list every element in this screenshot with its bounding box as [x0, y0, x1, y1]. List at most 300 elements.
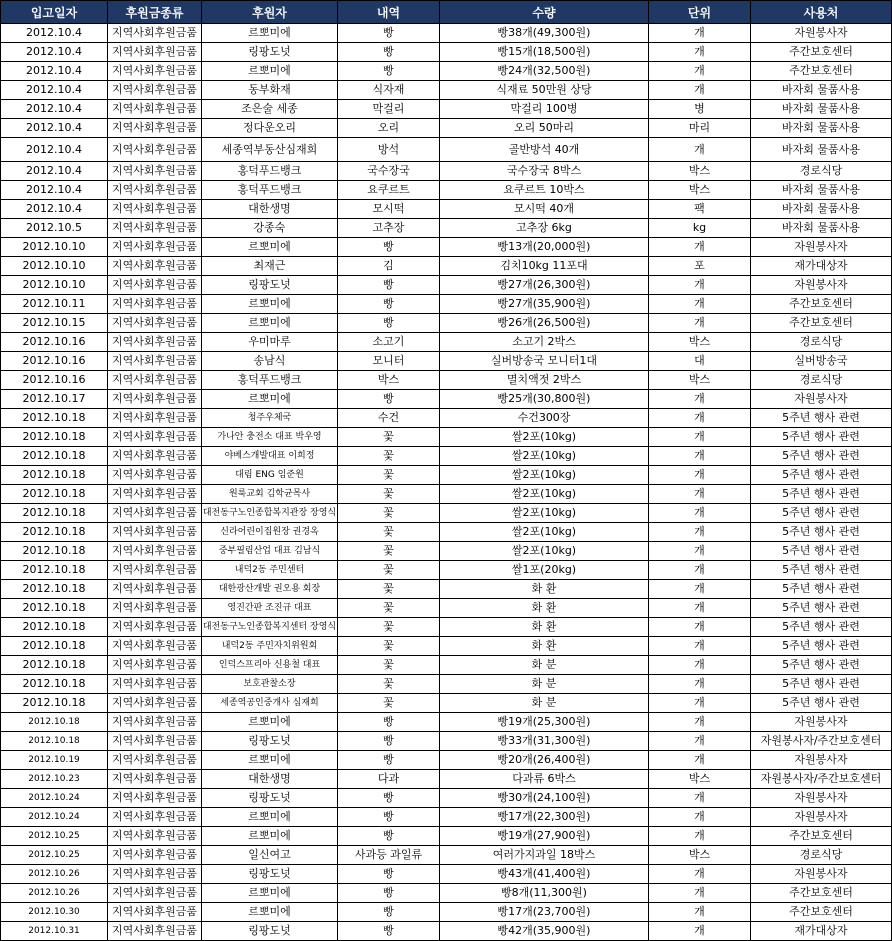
- cell-donation-type: 지역사회후원금품: [108, 100, 202, 119]
- cell-unit: 개: [649, 599, 751, 618]
- cell-item: 빵: [338, 276, 440, 295]
- cell-date: 2012.10.26: [1, 884, 108, 903]
- cell-date: 2012.10.16: [1, 352, 108, 371]
- cell-unit: 개: [649, 314, 751, 333]
- table-row: [1, 675, 892, 694]
- cell-quantity: 화 환: [440, 637, 649, 656]
- cell-unit: 개: [649, 751, 751, 770]
- cell-unit: 개: [649, 24, 751, 43]
- table-row: [1, 656, 892, 675]
- cell-item: 막걸리: [338, 100, 440, 119]
- cell-donor: 원룩교회 김학균목사: [202, 485, 338, 504]
- cell-date: 2012.10.26: [1, 865, 108, 884]
- cell-item: 꽃: [338, 561, 440, 580]
- cell-unit: 박스: [649, 846, 751, 865]
- cell-donor: 영진간판 조진규 대표: [202, 599, 338, 618]
- cell-date: 2012.10.18: [1, 675, 108, 694]
- cell-item: 빵: [338, 295, 440, 314]
- cell-donor: 송남식: [202, 352, 338, 371]
- cell-donation-type: 지역사회후원금품: [108, 409, 202, 428]
- cell-donor: 대한생명: [202, 200, 338, 219]
- cell-quantity: 모시떡 40개: [440, 200, 649, 219]
- table-row: [1, 485, 892, 504]
- cell-item: 빵: [338, 827, 440, 846]
- cell-donor: 홍덕푸드뱅크: [202, 371, 338, 390]
- cell-date: 2012.10.18: [1, 694, 108, 713]
- table-row: [1, 119, 892, 138]
- cell-usage: 바자회 물품사용: [751, 219, 892, 238]
- cell-date: 2012.10.16: [1, 333, 108, 352]
- cell-usage: 5주년 행사 관련: [751, 637, 892, 656]
- cell-usage: 자원봉사자: [751, 713, 892, 732]
- cell-usage: 경로식당: [751, 846, 892, 865]
- cell-item: 모니터: [338, 352, 440, 371]
- cell-date: 2012.10.4: [1, 62, 108, 81]
- cell-date: 2012.10.4: [1, 100, 108, 119]
- cell-item: 박스: [338, 371, 440, 390]
- cell-date: 2012.10.18: [1, 409, 108, 428]
- cell-donation-type: 지역사회후원금품: [108, 922, 202, 941]
- cell-quantity: 화 환: [440, 599, 649, 618]
- cell-quantity: 빵42개(35,900원): [440, 922, 649, 941]
- cell-unit: 팩: [649, 200, 751, 219]
- cell-usage: 5주년 행사 관련: [751, 542, 892, 561]
- cell-unit: 개: [649, 81, 751, 100]
- cell-unit: 박스: [649, 162, 751, 181]
- cell-quantity: 실버방송국 모니터1대: [440, 352, 649, 371]
- cell-item: 수건: [338, 409, 440, 428]
- cell-donation-type: 지역사회후원금품: [108, 751, 202, 770]
- cell-usage: 바자회 물품사용: [751, 100, 892, 119]
- table-row: [1, 333, 892, 352]
- cell-quantity: 쌀1포(20kg): [440, 561, 649, 580]
- cell-quantity: 막걸리 100병: [440, 100, 649, 119]
- cell-donation-type: 지역사회후원금품: [108, 523, 202, 542]
- cell-donor: 우미마루: [202, 333, 338, 352]
- cell-donation-type: 지역사회후원금품: [108, 295, 202, 314]
- cell-usage: 5주년 행사 관련: [751, 466, 892, 485]
- cell-quantity: 화 분: [440, 675, 649, 694]
- table-row: [1, 24, 892, 43]
- cell-item: 꽃: [338, 675, 440, 694]
- table-row: [1, 770, 892, 789]
- cell-date: 2012.10.4: [1, 43, 108, 62]
- cell-donation-type: 지역사회후원금품: [108, 371, 202, 390]
- table-row: [1, 219, 892, 238]
- table-row: [1, 542, 892, 561]
- cell-donation-type: 지역사회후원금품: [108, 81, 202, 100]
- cell-item: 꽃: [338, 447, 440, 466]
- cell-date: 2012.10.4: [1, 24, 108, 43]
- cell-unit: 박스: [649, 181, 751, 200]
- col-header-quantity: 수량: [440, 1, 649, 24]
- table-row: [1, 827, 892, 846]
- cell-donor: 링팡도넛: [202, 43, 338, 62]
- cell-donor: 르뽀미에: [202, 24, 338, 43]
- cell-usage: 자원봉사자: [751, 390, 892, 409]
- col-header-date: 입고일자: [1, 1, 108, 24]
- cell-item: 빵: [338, 865, 440, 884]
- cell-unit: kg: [649, 219, 751, 238]
- cell-item: 빵: [338, 808, 440, 827]
- cell-donation-type: 지역사회후원금품: [108, 732, 202, 751]
- cell-item: 꽃: [338, 694, 440, 713]
- cell-donation-type: 지역사회후원금품: [108, 62, 202, 81]
- cell-item: 빵: [338, 903, 440, 922]
- cell-date: 2012.10.4: [1, 200, 108, 219]
- table-row: [1, 409, 892, 428]
- cell-date: 2012.10.16: [1, 371, 108, 390]
- cell-donor: 세종역공인중개사 심재희: [202, 694, 338, 713]
- cell-usage: 주간보호센터: [751, 827, 892, 846]
- cell-usage: 바자회 물품사용: [751, 119, 892, 138]
- cell-item: 꽃: [338, 656, 440, 675]
- cell-unit: 개: [649, 618, 751, 637]
- cell-donation-type: 지역사회후원금품: [108, 333, 202, 352]
- cell-date: 2012.10.18: [1, 599, 108, 618]
- table-row: [1, 922, 892, 941]
- table-body: [1, 24, 892, 941]
- cell-item: 꽃: [338, 580, 440, 599]
- cell-donor: 신라어린이집원장 권경옥: [202, 523, 338, 542]
- cell-quantity: 쌀2포(10kg): [440, 447, 649, 466]
- cell-unit: 개: [649, 447, 751, 466]
- cell-unit: 개: [649, 656, 751, 675]
- cell-donation-type: 지역사회후원금품: [108, 276, 202, 295]
- cell-donation-type: 지역사회후원금품: [108, 162, 202, 181]
- cell-usage: 자원봉사자: [751, 751, 892, 770]
- cell-donor: 르뽀미에: [202, 808, 338, 827]
- cell-donation-type: 지역사회후원금품: [108, 447, 202, 466]
- cell-donation-type: 지역사회후원금품: [108, 637, 202, 656]
- cell-donation-type: 지역사회후원금품: [108, 138, 202, 162]
- cell-usage: 자원봉사자: [751, 24, 892, 43]
- cell-usage: 자원봉사자/주간보호센터: [751, 732, 892, 751]
- cell-usage: 재가대상자: [751, 922, 892, 941]
- table-row: [1, 789, 892, 808]
- cell-date: 2012.10.18: [1, 637, 108, 656]
- cell-date: 2012.10.24: [1, 808, 108, 827]
- cell-unit: 개: [649, 504, 751, 523]
- cell-donation-type: 지역사회후원금품: [108, 846, 202, 865]
- cell-quantity: 빵20개(26,400원): [440, 751, 649, 770]
- cell-date: 2012.10.18: [1, 732, 108, 751]
- cell-date: 2012.10.19: [1, 751, 108, 770]
- table-row: [1, 352, 892, 371]
- cell-donation-type: 지역사회후원금품: [108, 200, 202, 219]
- cell-donation-type: 지역사회후원금품: [108, 24, 202, 43]
- cell-date: 2012.10.10: [1, 238, 108, 257]
- table-row: [1, 238, 892, 257]
- cell-quantity: 빵13개(20,000원): [440, 238, 649, 257]
- cell-donation-type: 지역사회후원금품: [108, 884, 202, 903]
- cell-usage: 5주년 행사 관련: [751, 656, 892, 675]
- cell-unit: 박스: [649, 770, 751, 789]
- cell-donation-type: 지역사회후원금품: [108, 865, 202, 884]
- cell-date: 2012.10.4: [1, 81, 108, 100]
- cell-unit: 박스: [649, 333, 751, 352]
- table-row: [1, 138, 892, 162]
- table-row: [1, 390, 892, 409]
- cell-donor: 강종숙: [202, 219, 338, 238]
- cell-unit: 대: [649, 352, 751, 371]
- table-row: [1, 884, 892, 903]
- cell-date: 2012.10.24: [1, 789, 108, 808]
- table-row: [1, 713, 892, 732]
- table-row: [1, 447, 892, 466]
- table-row: [1, 561, 892, 580]
- cell-donor: 르뽀미에: [202, 827, 338, 846]
- cell-unit: 포: [649, 257, 751, 276]
- cell-donor: 르뽀미에: [202, 903, 338, 922]
- cell-item: 꽃: [338, 542, 440, 561]
- cell-item: 꽃: [338, 618, 440, 637]
- cell-donor: 르뽀미에: [202, 390, 338, 409]
- cell-unit: 개: [649, 561, 751, 580]
- cell-date: 2012.10.25: [1, 827, 108, 846]
- cell-usage: 자원봉사자: [751, 238, 892, 257]
- cell-item: 빵: [338, 390, 440, 409]
- cell-item: 빵: [338, 24, 440, 43]
- cell-unit: 개: [649, 238, 751, 257]
- cell-donor: 르뽀미에: [202, 238, 338, 257]
- cell-donor: 르뽀미에: [202, 314, 338, 333]
- cell-usage: 주간보호센터: [751, 43, 892, 62]
- cell-usage: 바자회 물품사용: [751, 81, 892, 100]
- cell-donor: 동부화재: [202, 81, 338, 100]
- cell-quantity: 빵19개(25,300원): [440, 713, 649, 732]
- cell-unit: 개: [649, 827, 751, 846]
- cell-item: 빵: [338, 238, 440, 257]
- cell-donation-type: 지역사회후원금품: [108, 119, 202, 138]
- cell-quantity: 오리 50마리: [440, 119, 649, 138]
- cell-usage: 5주년 행사 관련: [751, 485, 892, 504]
- table-row: [1, 599, 892, 618]
- cell-usage: 5주년 행사 관련: [751, 561, 892, 580]
- cell-donation-type: 지역사회후원금품: [108, 352, 202, 371]
- cell-donor: 링팡도넛: [202, 922, 338, 941]
- cell-usage: 바자회 물품사용: [751, 181, 892, 200]
- table-row: [1, 314, 892, 333]
- cell-unit: 개: [649, 903, 751, 922]
- cell-donation-type: 지역사회후원금품: [108, 504, 202, 523]
- cell-quantity: 쌀2포(10kg): [440, 542, 649, 561]
- table-row: [1, 100, 892, 119]
- cell-usage: 5주년 행사 관련: [751, 504, 892, 523]
- col-header-item: 내역: [338, 1, 440, 24]
- cell-item: 고추장: [338, 219, 440, 238]
- table-row: [1, 903, 892, 922]
- cell-donation-type: 지역사회후원금품: [108, 580, 202, 599]
- cell-unit: 개: [649, 884, 751, 903]
- cell-unit: 개: [649, 138, 751, 162]
- cell-donor: 최재근: [202, 257, 338, 276]
- cell-donor: 르뽀미에: [202, 884, 338, 903]
- cell-unit: 개: [649, 865, 751, 884]
- cell-quantity: 빵19개(27,900원): [440, 827, 649, 846]
- cell-usage: 경로식당: [751, 162, 892, 181]
- cell-item: 식자재: [338, 81, 440, 100]
- cell-donor: 대한생명: [202, 770, 338, 789]
- table-row: [1, 865, 892, 884]
- cell-item: 소고기: [338, 333, 440, 352]
- cell-quantity: 골반방석 40개: [440, 138, 649, 162]
- header-row: [1, 1, 892, 24]
- cell-quantity: 다과류 6박스: [440, 770, 649, 789]
- table-row: [1, 257, 892, 276]
- table-row: [1, 694, 892, 713]
- table-row: [1, 200, 892, 219]
- cell-donation-type: 지역사회후원금품: [108, 599, 202, 618]
- cell-unit: 마리: [649, 119, 751, 138]
- cell-donor: 대전동구노인종합복지센터 장영식: [202, 618, 338, 637]
- cell-donation-type: 지역사회후원금품: [108, 618, 202, 637]
- cell-donor: 링팡도넛: [202, 276, 338, 295]
- cell-date: 2012.10.18: [1, 561, 108, 580]
- cell-usage: 5주년 행사 관련: [751, 523, 892, 542]
- cell-quantity: 빵43개(41,400원): [440, 865, 649, 884]
- cell-quantity: 쌀2포(10kg): [440, 485, 649, 504]
- cell-donation-type: 지역사회후원금품: [108, 390, 202, 409]
- cell-quantity: 쌀2포(10kg): [440, 466, 649, 485]
- cell-unit: 개: [649, 580, 751, 599]
- cell-item: 꽃: [338, 523, 440, 542]
- cell-quantity: 빵8개(11,300원): [440, 884, 649, 903]
- cell-quantity: 멸치액젓 2박스: [440, 371, 649, 390]
- cell-unit: 개: [649, 62, 751, 81]
- cell-donation-type: 지역사회후원금품: [108, 903, 202, 922]
- cell-date: 2012.10.15: [1, 314, 108, 333]
- cell-item: 빵: [338, 62, 440, 81]
- cell-donor: 홍덕푸드뱅크: [202, 181, 338, 200]
- cell-usage: 경로식당: [751, 371, 892, 390]
- table-row: [1, 523, 892, 542]
- cell-item: 빵: [338, 713, 440, 732]
- cell-unit: 개: [649, 694, 751, 713]
- cell-quantity: 빵15개(18,500원): [440, 43, 649, 62]
- cell-unit: 개: [649, 428, 751, 447]
- cell-date: 2012.10.30: [1, 903, 108, 922]
- cell-usage: 5주년 행사 관련: [751, 618, 892, 637]
- cell-usage: 5주년 행사 관련: [751, 599, 892, 618]
- cell-item: 꽃: [338, 504, 440, 523]
- cell-quantity: 빵17개(23,700원): [440, 903, 649, 922]
- col-header-usage: 사용처: [751, 1, 892, 24]
- cell-usage: 경로식당: [751, 333, 892, 352]
- cell-date: 2012.10.10: [1, 257, 108, 276]
- cell-donor: 내덕2동 주민센터: [202, 561, 338, 580]
- cell-unit: 개: [649, 295, 751, 314]
- cell-usage: 바자회 물품사용: [751, 138, 892, 162]
- cell-date: 2012.10.4: [1, 119, 108, 138]
- cell-unit: 개: [649, 732, 751, 751]
- table-row: [1, 371, 892, 390]
- cell-usage: 주간보호센터: [751, 314, 892, 333]
- cell-donor: 가나안 충전소 대표 박우영: [202, 428, 338, 447]
- cell-date: 2012.10.18: [1, 428, 108, 447]
- cell-usage: 자원봉사자/주간보호센터: [751, 770, 892, 789]
- cell-quantity: 빵27개(35,900원): [440, 295, 649, 314]
- cell-donor: 야베스개발대표 이희정: [202, 447, 338, 466]
- cell-donor: 일신여고: [202, 846, 338, 865]
- cell-quantity: 빵24개(32,500원): [440, 62, 649, 81]
- cell-donor: 링팡도넛: [202, 789, 338, 808]
- table-row: [1, 846, 892, 865]
- table-row: [1, 808, 892, 827]
- cell-usage: 5주년 행사 관련: [751, 580, 892, 599]
- cell-item: 모시떡: [338, 200, 440, 219]
- cell-unit: 개: [649, 523, 751, 542]
- cell-item: 사과등 과일류: [338, 846, 440, 865]
- cell-unit: 개: [649, 808, 751, 827]
- table-row: [1, 43, 892, 62]
- col-header-donor: 후원자: [202, 1, 338, 24]
- cell-date: 2012.10.18: [1, 485, 108, 504]
- cell-donor: 정다운오리: [202, 119, 338, 138]
- cell-quantity: 수건300장: [440, 409, 649, 428]
- cell-usage: 5주년 행사 관련: [751, 447, 892, 466]
- cell-date: 2012.10.18: [1, 542, 108, 561]
- cell-unit: 개: [649, 390, 751, 409]
- cell-item: 김: [338, 257, 440, 276]
- cell-item: 국수장국: [338, 162, 440, 181]
- cell-item: 꽃: [338, 485, 440, 504]
- cell-item: 요쿠르트: [338, 181, 440, 200]
- table-row: [1, 580, 892, 599]
- cell-unit: 박스: [649, 371, 751, 390]
- cell-usage: 주간보호센터: [751, 884, 892, 903]
- cell-quantity: 빵26개(26,500원): [440, 314, 649, 333]
- cell-date: 2012.10.4: [1, 181, 108, 200]
- cell-unit: 개: [649, 542, 751, 561]
- cell-quantity: 쌀2포(10kg): [440, 523, 649, 542]
- cell-donation-type: 지역사회후원금품: [108, 219, 202, 238]
- cell-usage: 5주년 행사 관련: [751, 409, 892, 428]
- cell-usage: 자원봉사자: [751, 276, 892, 295]
- cell-donor: 대전동구노인종합복지관장 장영식: [202, 504, 338, 523]
- cell-item: 꽃: [338, 428, 440, 447]
- cell-item: 다과: [338, 770, 440, 789]
- cell-quantity: 김치10kg 11포대: [440, 257, 649, 276]
- cell-donor: 링팡도넛: [202, 865, 338, 884]
- table-row: [1, 428, 892, 447]
- table-row: [1, 732, 892, 751]
- cell-date: 2012.10.23: [1, 770, 108, 789]
- cell-donation-type: 지역사회후원금품: [108, 181, 202, 200]
- cell-donation-type: 지역사회후원금품: [108, 675, 202, 694]
- cell-date: 2012.10.18: [1, 580, 108, 599]
- cell-quantity: 화 환: [440, 580, 649, 599]
- cell-quantity: 화 분: [440, 694, 649, 713]
- table-row: [1, 504, 892, 523]
- cell-donor: 조은술 세종: [202, 100, 338, 119]
- cell-item: 방석: [338, 138, 440, 162]
- cell-usage: 바자회 물품사용: [751, 200, 892, 219]
- cell-donation-type: 지역사회후원금품: [108, 238, 202, 257]
- cell-donation-type: 지역사회후원금품: [108, 314, 202, 333]
- cell-item: 꽃: [338, 637, 440, 656]
- cell-quantity: 빵25개(30,800원): [440, 390, 649, 409]
- table-row: [1, 751, 892, 770]
- cell-donation-type: 지역사회후원금품: [108, 428, 202, 447]
- cell-usage: 자원봉사자: [751, 808, 892, 827]
- cell-item: 빵: [338, 922, 440, 941]
- table-row: [1, 276, 892, 295]
- cell-donor: 내덕2동 주민자치위원회: [202, 637, 338, 656]
- cell-donation-type: 지역사회후원금품: [108, 561, 202, 580]
- cell-date: 2012.10.18: [1, 656, 108, 675]
- cell-unit: 개: [649, 485, 751, 504]
